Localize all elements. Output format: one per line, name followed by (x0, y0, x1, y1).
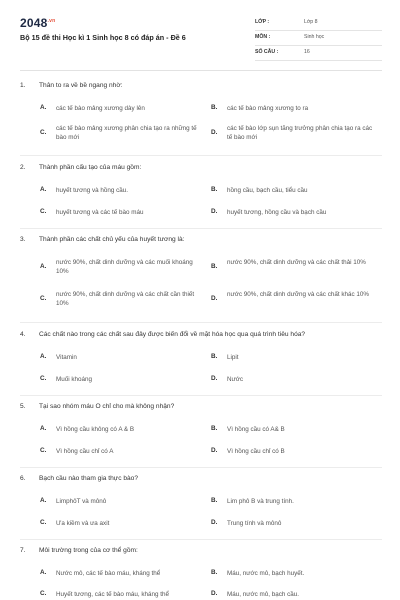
question-divider (20, 539, 382, 540)
option-letter: C. (40, 447, 47, 454)
question-divider (20, 228, 382, 229)
option-letter: B. (211, 425, 218, 432)
question-text: Môi trường trong của cơ thể gồm: (39, 547, 138, 554)
question-number: 2. (20, 164, 26, 171)
header-divider (20, 70, 382, 71)
question-divider (20, 395, 382, 396)
option-text: huyết tương và hồng cầu. (56, 187, 129, 194)
option-letter: A. (40, 569, 47, 576)
option-letter: A. (40, 497, 47, 504)
option-letter: A. (40, 104, 47, 111)
meta-row-count (255, 46, 382, 61)
option-text: các tế bào lớp sụn tăng trưởng phân chia tạo ra các tế bào mới (227, 125, 373, 141)
option-text: Vì hồng cầu chỉ có B (227, 448, 285, 455)
option-letter: D. (211, 129, 218, 136)
option-text: Ưa kiềm và ưa axit (56, 520, 110, 527)
option-letter: D. (211, 295, 218, 302)
logo-suffix: .vn (47, 18, 56, 24)
option-text: các tế bào mảng xương dày lên (56, 105, 145, 112)
option-text: Muối khoáng (56, 376, 93, 383)
meta-row-class (255, 16, 382, 31)
option-text: nước 90%, chất dinh dưỡng và các chất khác 10% (227, 291, 370, 298)
option-letter: C. (40, 129, 47, 136)
question-text: Thành phần các chất chủ yếu của huyết tương là: (39, 236, 185, 243)
question-number: 1. (20, 82, 26, 89)
option-letter: B. (211, 569, 218, 576)
option-letter: C. (40, 590, 47, 597)
option-text: nước 90%, chất dinh dưỡng và các chất thải 10% (227, 259, 366, 266)
option-letter: D. (211, 519, 218, 526)
option-text: nước 90%, chất dinh dưỡng và các chất cần thiết 10% (56, 291, 195, 307)
question-number: 3. (20, 236, 26, 243)
meta-key: LỚP : (255, 19, 270, 25)
option-letter: B. (211, 263, 218, 270)
question-text: Bạch cầu nào tham gia thực bào? (39, 475, 138, 482)
option-text: Huyết tương, các tế bào máu, kháng thể (56, 591, 170, 598)
question-text: Thân to ra về bề ngang nhờ: (39, 82, 123, 89)
meta-value: Lớp 8 (304, 19, 318, 25)
question-text: Tại sao nhóm máu O chỉ cho mà không nhận? (39, 403, 175, 410)
header (20, 14, 382, 64)
meta-info (255, 16, 382, 61)
option-text: Nước (227, 376, 244, 383)
question-divider (20, 155, 382, 156)
option-text: Máu, nước mô, bạch huyết. (227, 570, 305, 577)
question-number: 6. (20, 475, 26, 482)
option-text: Lipit (227, 354, 239, 361)
option-letter: A. (40, 425, 47, 432)
option-letter: B. (211, 497, 218, 504)
option-text: Trung tính và mônô (227, 520, 282, 527)
option-text: Lim phô B và trung tính. (227, 498, 294, 505)
option-text: Vì hồng cầu chỉ có A (56, 448, 114, 455)
option-text: Vitamin (56, 354, 77, 361)
question-number: 7. (20, 547, 26, 554)
option-letter: B. (211, 104, 218, 111)
option-letter: A. (40, 186, 47, 193)
option-letter: A. (40, 353, 47, 360)
option-letter: B. (211, 186, 218, 193)
meta-value: 16 (304, 49, 310, 55)
option-text: các tế bào mảng xương phân chia tạo ra những tế bào mới (56, 125, 197, 141)
option-text: Máu, nước mô, bạch cầu. (227, 591, 300, 598)
option-text: Vì hồng cầu có A& B (227, 426, 285, 433)
meta-key: SỐ CÂU : (255, 49, 279, 55)
option-text: Nước mô, các tế bào máu, kháng thể (56, 570, 161, 577)
question-divider (20, 467, 382, 468)
option-text: huyết tương và các tế bào máu (56, 209, 144, 216)
option-text: Vì hồng cầu không có A & B (56, 426, 135, 433)
option-letter: B. (211, 353, 218, 360)
page-title: Bộ 15 đề thi Học kì 1 Sinh học 8 có đáp án - Đề 6 (20, 33, 186, 42)
option-letter: C. (40, 375, 47, 382)
question-text: Thành phần cấu tạo của máu gồm: (39, 164, 142, 171)
option-letter: D. (211, 208, 218, 215)
option-text: huyết tương, hồng cầu và bạch cầu (227, 209, 327, 216)
option-letter: D. (211, 590, 218, 597)
meta-key: MÔN : (255, 34, 271, 40)
question-text: Các chất nào trong các chất sau đây được biến đổi về mặt hóa học qua quá trình tiêu hóa? (39, 331, 306, 338)
option-letter: C. (40, 208, 47, 215)
question-number: 5. (20, 403, 26, 410)
option-letter: D. (211, 375, 218, 382)
option-letter: C. (40, 519, 47, 526)
meta-value: Sinh học (304, 34, 325, 40)
option-text: hồng cầu, bạch cầu, tiểu cầu (227, 187, 308, 194)
option-letter: D. (211, 447, 218, 454)
question-number: 4. (20, 331, 26, 338)
meta-row-subject (255, 31, 382, 46)
site-logo[interactable] (20, 16, 55, 30)
question-divider (20, 322, 382, 323)
option-letter: A. (40, 263, 47, 270)
option-text: các tế bào mảng xương to ra (227, 105, 309, 112)
logo-text: 2048 (20, 16, 48, 30)
option-letter: C. (40, 295, 47, 302)
option-text: nước 90%, chất dinh dưỡng và các muối khoáng 10% (56, 259, 193, 275)
option-text: LimphôT và mônô (56, 498, 107, 505)
